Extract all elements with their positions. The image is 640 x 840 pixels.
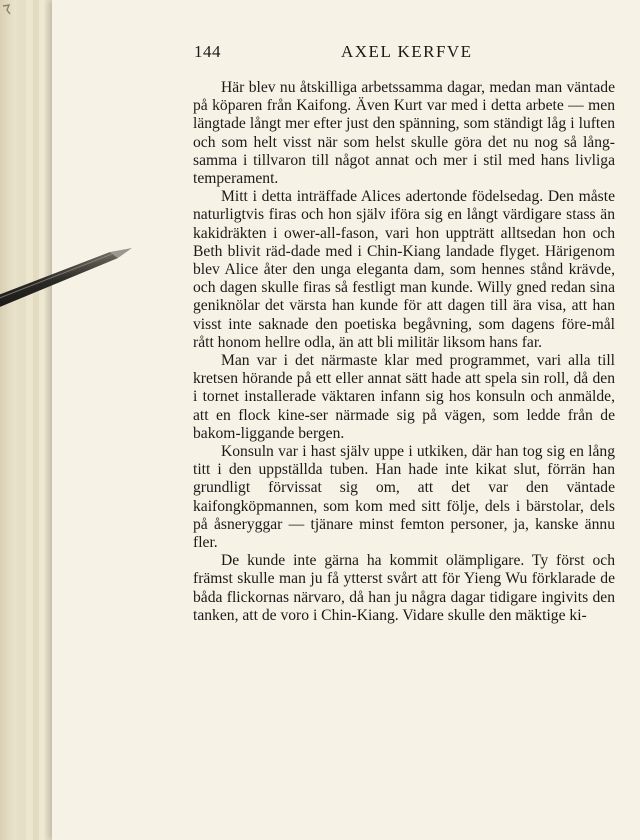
corner-mark-icon: [2, 4, 12, 16]
body-text: [193, 79, 615, 625]
paragraph: Här blev nu åtskilliga arbetssamma dagar, medan man väntade på köparen från Kaifong. Även Kurt var med i detta arbete — men längtade långt mer efter just den spänning, som ständigt låg i luften och som helt visst när som helst skulle göra det nu nog så lång-samma i tillvaron till något annat och mer i stil med hans livliga temperament.: [193, 79, 615, 188]
paragraph: De kunde inte gärna ha kommit olämpligare. Ty först och främst skulle man ju få ytterst svårt att för Yieng Wu förklarade de båda flickornas närvaro, då han ju några dagar tidigare ingivits den tanken, att de voro i Chin-Kiang. Vidare skulle den mäktige ki-: [193, 552, 615, 624]
book-page: [52, 0, 640, 840]
paragraph: Mitt i detta inträffade Alices adertonde födelsedag. Den måste naturligtvis firas och hon själv iföra sig en långt värdigare stass än kakidräkten i ower-all-fason, vari hon uppträtt alltsedan hon och Beth blivit räd-dade med i Chin-Kiang landade flyget. Härigenom blev Alice åter den unga eleganta dam, som hennes stånd krävde, och dagen skulle firas så festligt man kunde. Willy gned redan sina geniknölar det värsta han kunde för att dagen till ära visa, att han visst inte saknade den poetiska begåvning, som dagens före-mål rått honom hellre odla, än att bli militär liksom hans far.: [193, 188, 615, 351]
paragraph: Man var i det närmaste klar med programmet, vari alla till kretsen hörande på ett eller annat sätt hade att spela sin roll, då den i tornet installerade väktaren infann sig hos konsuln och anmälde, att en flock kine-ser närmade sig på vägen, som ledde från de bakom-liggande bergen.: [193, 352, 615, 442]
page-header: [52, 42, 640, 64]
running-head: AXEL KERFVE: [341, 42, 473, 61]
paragraph: Konsuln var i hast själv uppe i utkiken, där han tog sig en lång titt i den uppställda tuben. Han hade inte kikat slut, förrän han grundligt förvissat sig om, att det var den väntade kaifongköpmannen, som kom med sitt följe, dels i bärstolar, dels på åsneryggar — tjänare minst femton personer, ja, kanske ännu fler.: [193, 443, 615, 552]
pen-icon: [0, 248, 140, 318]
page-number: 144: [194, 42, 221, 61]
